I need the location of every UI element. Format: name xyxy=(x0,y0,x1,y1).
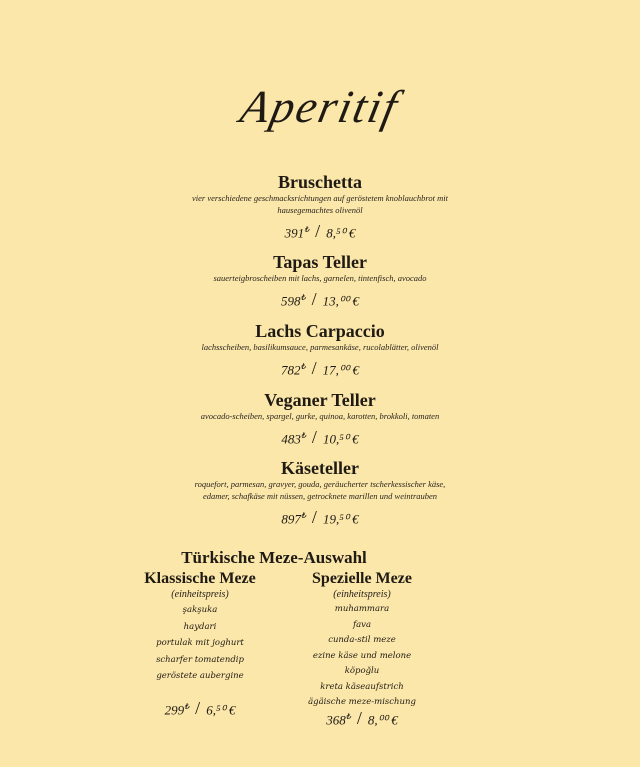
lira-symbol: ₺ xyxy=(300,362,306,371)
list-item: kreta käseaufstrich xyxy=(320,681,404,692)
price-eur: 19,⁵⁰ € xyxy=(322,511,359,527)
lira-symbol: ₺ xyxy=(300,293,306,302)
dish-description: avocado-scheiben, spargel, gurke, quinoa, karotten, brokkoli, tomaten xyxy=(200,411,440,421)
lira-symbol: ₺ xyxy=(345,712,351,721)
list-item: geröstete aubergine xyxy=(156,671,244,681)
dish-name: Tapas Teller xyxy=(273,252,367,272)
classic-meze-column xyxy=(130,570,270,685)
price-try: 391 xyxy=(284,225,305,241)
price-eur: 13,⁰⁰ € xyxy=(322,293,360,309)
price-try: 782 xyxy=(280,362,301,378)
dish-name: Veganer Teller xyxy=(264,390,376,410)
lira-symbol: ₺ xyxy=(184,702,190,711)
page-title: Aperitif xyxy=(236,81,404,132)
price-try: 368 xyxy=(326,712,346,728)
dish-description: sauerteigbroscheiben mit lachs, garnelen, tintenfisch, avocado xyxy=(213,273,427,283)
price-try: 897 xyxy=(281,511,301,527)
dish-name: Bruschetta xyxy=(278,172,362,192)
dish-price: 897₺ / 19,⁵⁰ € xyxy=(281,507,359,528)
dish-price: 782₺ / 17,⁰⁰ € xyxy=(280,358,360,379)
list-item: ezine käse und melone xyxy=(312,650,412,661)
list-item: şakşuka xyxy=(182,605,218,615)
dish-price: 483₺ / 10,⁵⁰ € xyxy=(281,427,359,448)
price-eur: 17,⁰⁰ € xyxy=(322,362,360,378)
price-try: 483 xyxy=(281,431,301,447)
meze-section-title: Türkische Meze-Auswahl xyxy=(181,548,367,567)
special-meze-column xyxy=(292,570,432,711)
classic-meze-heading: Klassische Meze xyxy=(144,570,256,587)
dish-description: vier verschiedene geschmacksrichtungen auf geröstetem knoblauchbrot mit hausegemachtes olivenöl xyxy=(191,193,449,215)
price-eur: 6,⁵⁰ € xyxy=(206,702,236,718)
list-item: muhammara xyxy=(334,604,390,614)
dish-price: 598₺ / 13,⁰⁰ € xyxy=(280,289,360,310)
price-eur: 8,⁵⁰ € xyxy=(326,225,356,241)
dish-name: Lachs Carpaccio xyxy=(255,321,385,341)
list-item: cunda-stil meze xyxy=(328,635,396,645)
unit-price-note: (einheitspreis) xyxy=(171,589,229,600)
price-eur: 8,⁰⁰ € xyxy=(367,712,398,728)
special-meze-list xyxy=(292,602,432,711)
list-item: portulak mit joghurt xyxy=(156,638,244,648)
lira-symbol: ₺ xyxy=(304,225,310,234)
list-item: haydari xyxy=(183,621,217,632)
lira-symbol: ₺ xyxy=(300,511,306,520)
dish-bruschetta xyxy=(0,172,640,243)
dish-veganer-teller xyxy=(0,390,640,449)
dish-description: lachsscheiben, basilikumsauce, parmesankäse, rucolablätter, olivenöl xyxy=(201,342,439,352)
special-meze-price: 368₺ / 8,⁰⁰ € xyxy=(326,708,398,729)
special-meze-heading: Spezielle Meze xyxy=(312,570,412,587)
dish-kaeseteller xyxy=(0,458,640,529)
list-item: scharfer tomatendip xyxy=(156,654,244,665)
classic-meze-price: 299₺ / 6,⁵⁰ € xyxy=(164,698,236,719)
dish-lachs-carpaccio xyxy=(0,321,640,380)
list-item: ägäische meze-mischung xyxy=(308,697,416,707)
dish-price: 391₺ / 8,⁵⁰ € xyxy=(284,221,356,242)
dish-tapas-teller xyxy=(0,252,640,311)
price-try: 598 xyxy=(280,293,301,309)
price-try: 299 xyxy=(164,702,185,718)
dish-description: roquefort, parmesan, gravyer, gouda, geräucherter tscherkessischer käse, edamer, schafkäse mit nüssen, getrocknete marillen und weintrauben xyxy=(194,479,446,501)
classic-meze-list xyxy=(130,602,270,685)
list-item: fava xyxy=(352,619,372,630)
dish-name: Käseteller xyxy=(281,458,359,478)
list-item: köpoğlu xyxy=(344,666,380,676)
lira-symbol: ₺ xyxy=(300,431,306,440)
price-eur: 10,⁵⁰ € xyxy=(322,431,359,447)
unit-price-note: (einheitspreis) xyxy=(333,589,391,600)
